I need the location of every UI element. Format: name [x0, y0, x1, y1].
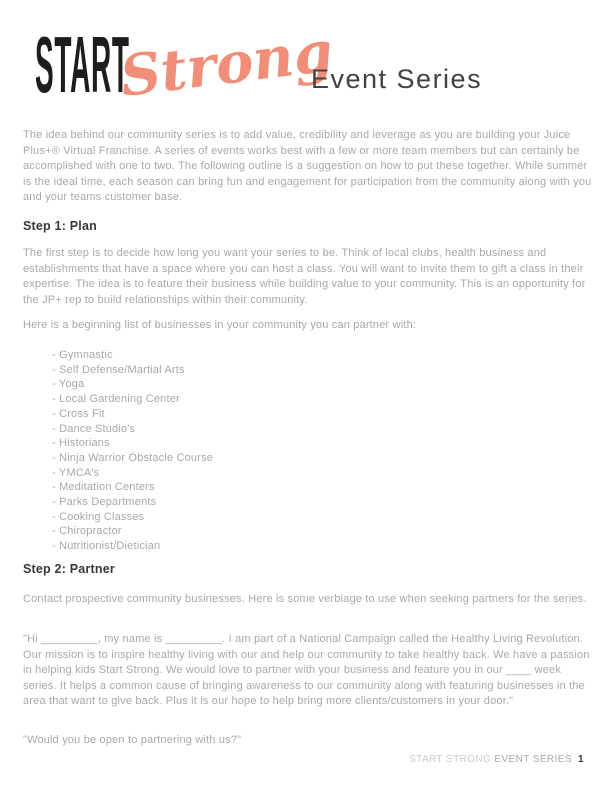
partner-closing-question: "Would you be open to partnering with us?"	[23, 734, 242, 746]
partner-script-paragraph: "Hi _________, my name is _________. I am part of a National Campaign called the Healthy Living Revolution. Our mission is to inspire healthy living with our and help our community to take healthy back. We have a passion in helping kids Start Strong. We would love to partner with your business and feature you in our ____ week series. It helps a common cause of bringing awareness to our community along with featuring businesses in the area that want to give back. Plus it is our hope to help bring more clients/customers in your door."	[23, 633, 590, 707]
business-list-intro: Here is a beginning list of businesses in your community you can partner with:	[23, 319, 417, 331]
business-list-item: - Nutritionist/Dietician	[52, 540, 161, 553]
business-list-item: - Dance Studio's	[52, 422, 136, 435]
business-list-item: - Meditation Centers	[52, 481, 155, 494]
business-list-item: - Ninja Warrior Óbstacle Course	[52, 451, 214, 464]
logo-start-word: START	[35, 22, 130, 110]
business-list	[52, 348, 213, 554]
business-list-item: - Parks Departments	[52, 496, 157, 509]
footer-label-mid: EVENT SERIES	[494, 754, 572, 765]
start-strong-logo-graphic	[25, 22, 495, 114]
business-list-item: - Chiropractor	[52, 525, 122, 538]
business-list-item: - Self Defense/Martial Arts	[52, 363, 185, 376]
business-list-item: - Cooking Classes	[52, 510, 145, 523]
business-list-item: - Local Gardening Center	[52, 393, 180, 406]
start-strong-logo	[25, 22, 495, 119]
business-list-item: - Yoga	[52, 378, 85, 391]
step1-heading: Step 1: Plan	[23, 219, 97, 233]
intro-paragraph: The idea behind our community series is to add value, credibility and leverage as you are building your Juice Plus+® Virtual Franchise. A series of events works best with a few or more team members but can certainly be accomplished with one to two. The following outline is a suggestion on how to put these together. While summer is the ideal time, each season can bring fun and engagement for participation from the community along with you and your teams customer base.	[23, 129, 592, 203]
page-footer	[409, 754, 584, 765]
step1-paragraph: The first step is to decide how long you want your series to be. Think of local clubs, health business and establishments that have a space where you can host a class. You will want to invite them to gift a class in their expertise. The idea is to feature their business while building value to your community. This is an opportunity for the JP+ rep to build relationships within their community.	[23, 247, 586, 306]
business-list-item: - Historians	[52, 437, 110, 450]
logo-strong-word: Strong	[116, 22, 337, 110]
business-list-item: - Gymnastic	[52, 349, 113, 361]
logo-suffix-text: Event Series	[311, 64, 483, 94]
business-list-item: - YMCA's	[52, 466, 100, 479]
business-list-item: - Cross Fit	[52, 407, 105, 420]
footer-page-number: 1	[578, 754, 584, 765]
step2-heading: Step 2: Partner	[23, 562, 115, 576]
step2-paragraph: Contact prospective community businesses. Here is some verbiage to use when seeking partners for the series.	[23, 593, 587, 605]
footer-label-light: START STRONG	[409, 754, 492, 765]
